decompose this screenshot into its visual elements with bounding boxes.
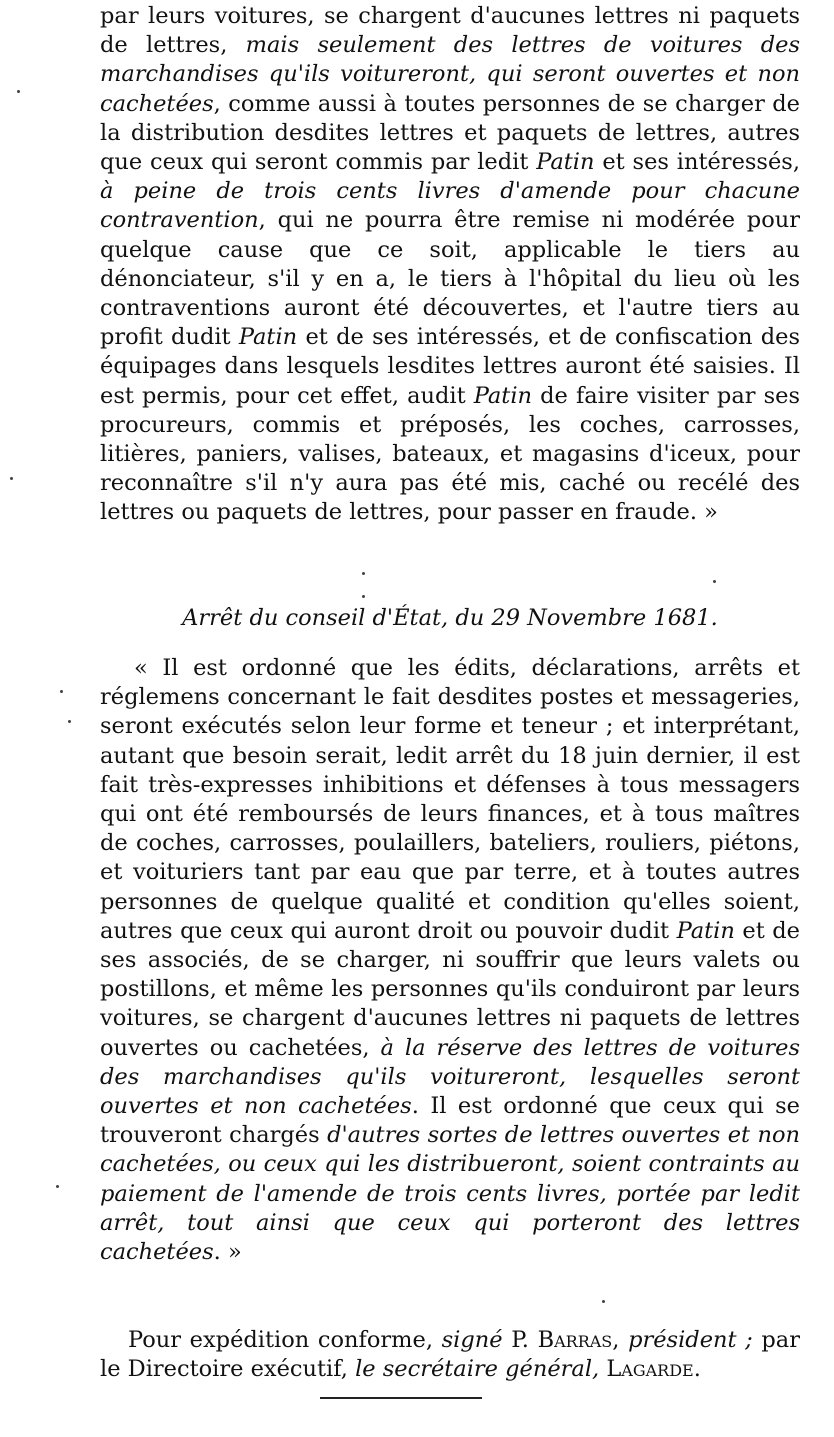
paragraph-1-italic-2: Patin	[536, 149, 595, 176]
scan-speck	[56, 1185, 59, 1188]
signature-text-1: Pour expédition conforme,	[128, 1327, 442, 1353]
scan-speck	[362, 595, 365, 598]
paragraph-1-text-4: , qui ne pourra être remise ni modérée pour quelque cause que ce soit, applicable le tiers au dénonciateur, s'il y en a, le tiers à l'hôpital du lieu où les contraventions auront été découvertes, et l'autre tiers au profit dudit	[100, 207, 800, 351]
scan-speck	[362, 572, 365, 575]
signature-text-4: .	[693, 1356, 701, 1382]
paragraph-1-italic-4: Patin	[238, 324, 298, 351]
paragraph-2-text-2: et de ses associés, de se charger, ni souffrir que leurs valets ou postillons, et même les personnes qu'ils conduiront par leurs voitures, se chargent d'aucunes lettres ni paquets de lettres ouvertes ou cachetées,	[100, 917, 800, 1061]
signature-block	[100, 1326, 800, 1384]
signature-text-2: ,	[612, 1327, 629, 1353]
paragraph-2-italic-2: à la réserve des lettres de voitures des marchandises qu'ils voitureront, lesquelles seront ouvertes et non cachetées	[100, 1034, 801, 1120]
scan-speck	[68, 720, 71, 723]
signatory-name-2: Lagarde	[606, 1356, 694, 1382]
scan-speck	[60, 690, 63, 693]
paragraph-1-text-1: par leurs voitures, se chargent d'aucunes lettres ni paquets de lettres,	[100, 3, 800, 59]
scan-speck	[713, 580, 716, 583]
signature-italic-1: signé	[441, 1327, 503, 1353]
paragraph-1-text-2: , comme aussi à toutes personnes de se charger de la distribution desdites lettres et paquets de lettres, autres que ceux qui seront commis par ledit	[100, 90, 800, 176]
signature-text-3: par le Directoire exécutif,	[100, 1327, 800, 1382]
paragraph-continuation	[100, 2, 800, 528]
paragraph-decree	[100, 654, 800, 1267]
signature-italic-2: président ;	[628, 1327, 753, 1353]
paragraph-1-text-6: de faire visiter par ses procureurs, commis et préposés, les coches, carrosses, litières, paniers, valises, bateaux, et magasins d'iceux, pour reconnaître s'il n'y aura pas été mis, caché ou recélé des lettres ou paquets de lettres, pour passer en fraude. »	[100, 382, 800, 526]
signature-italic-3: le secrétaire général,	[355, 1356, 600, 1382]
scan-speck	[10, 477, 13, 480]
paragraph-1-italic-1: mais seulement des lettres de voitures des marchandises qu'ils voitureront, qui seront ouvertes et non cachetées	[100, 32, 800, 117]
paragraph-2-italic-3: d'autres sortes de lettres ouvertes et non cachetées, ou ceux qui les distribueront, soient contraints au paiement de l'amende de trois cents livres, portée par ledit arrêt, tout ainsi que ceux qui porteront des lettres cachetées	[100, 1122, 801, 1266]
paragraph-1-italic-5: Patin	[473, 382, 533, 409]
paragraph-1-italic-3: à peine de trois cents livres d'amende pour chacune contravention	[100, 178, 800, 234]
paragraph-1-text-5: et de ses intéressés, et de confiscation des équipages dans lesquels lesdites lettres auront été saisies. Il est permis, pour cet effet, audit	[100, 324, 801, 409]
paragraph-2-text-4: . »	[213, 1239, 242, 1266]
scan-speck	[17, 90, 20, 93]
section-heading: Arrêt du conseil d'État, du 29 Novembre 1681.	[182, 605, 718, 631]
paragraph-2-text-3: . Il est ordonné que ceux qui se trouveront chargés	[100, 1093, 800, 1149]
paragraph-2-italic-1: Patin	[676, 917, 735, 944]
paragraph-1-text-3: et ses intéressés,	[594, 149, 800, 176]
closing-rule	[320, 1397, 482, 1399]
signatory-name-1: P. Barras	[511, 1327, 613, 1353]
paragraph-2-text-1: « Il est ordonné que les édits, déclarations, arrêts et réglemens concernant le fait desdites postes et messageries, seront exécutés selon leur forme et teneur ; et interprétant, autant que besoin serait, ledit arrêt du 18 juin dernier, il est fait très-expresses inhibitions et défenses à tous messagers qui ont été remboursés de leurs finances, et à tous maîtres de coches, carrosses, poulaillers, bateliers, rouliers, piétons, et voituriers tant par eau que par terre, et à toutes autres personnes de quelque qualité et condition qu'elles soient, autres que ceux qui auront droit ou pouvoir dudit	[100, 655, 800, 944]
scan-speck	[602, 1300, 605, 1303]
